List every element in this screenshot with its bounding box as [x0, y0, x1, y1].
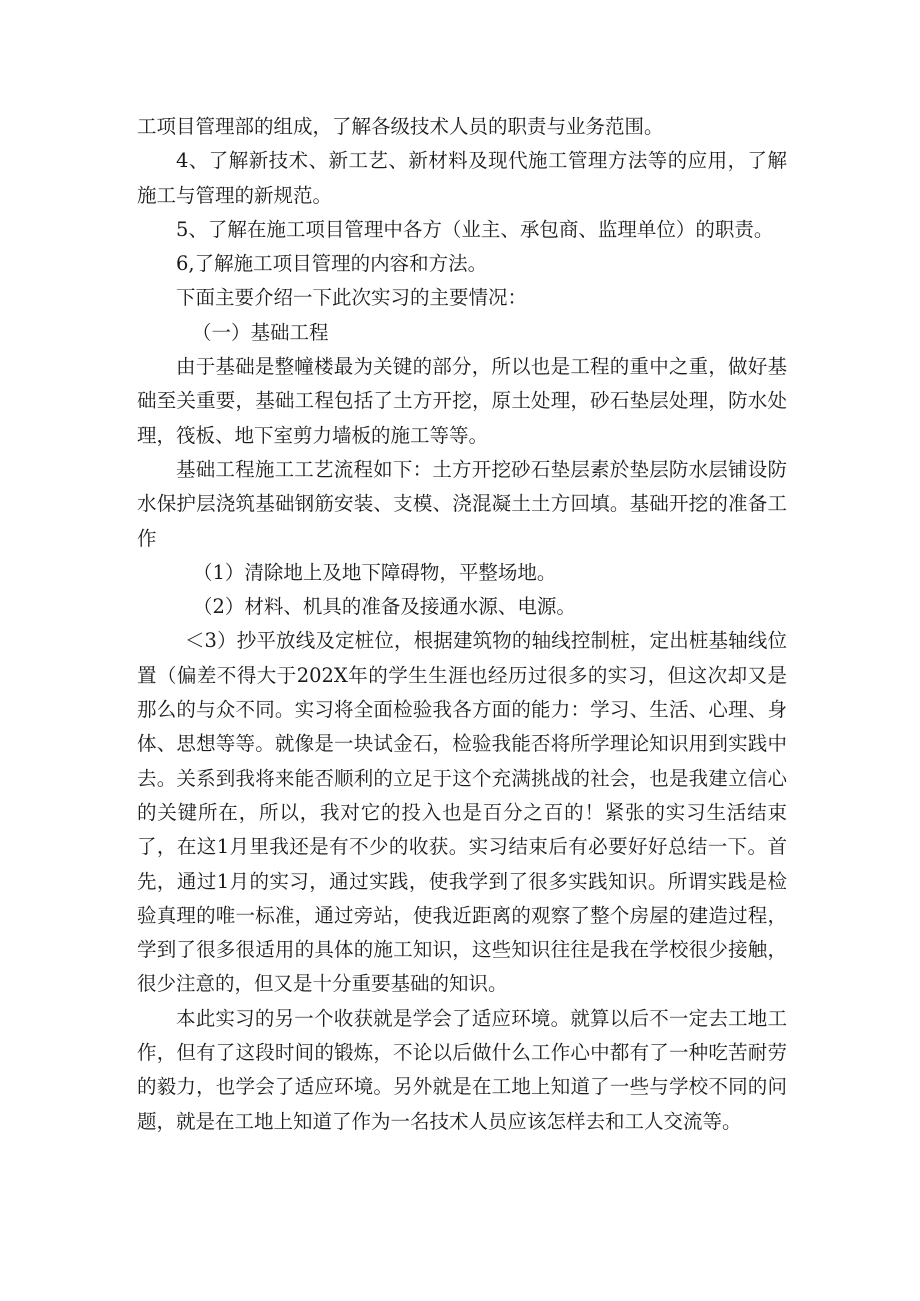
paragraph-harvest: 本此实习的另一个收获就是学会了适应环境。就算以后不一定去工地工作，但有了这段时间的锻炼，不论以后做什么工作心中都有了一种吃苦耐劳的毅力，也学会了适应环境。另外就是在工地上知道了一些与学校不同的问题，就是在工地上知道了作为一名技术人员应该怎样去和工人交流等。: [137, 1006, 787, 1133]
list-item-3: ＜3）抄平放线及定桩位，根据建筑物的轴线控制桩，定出桩基轴线位置（偏差不得大于202X年的学生生涯也经历过很多的实习，但这次却又是那么的与众不同。实习将全面检验我各方面的能力：学习、生活、心理、身体、思想等等。就像是一块试金石，检验我能否将所学理论知识用到实践中去。关系到我将来能否顺利的立足于这个充满挑战的社会，也是我建立信心的关键所在，所以，我对它的投入也是百分之百的！紧张的实习生活结束了，在这1月里我还是有不少的收获。实习结束后有必要好好总结一下。首先，通过1月的实习，通过实践，使我学到了很多实践知识。所谓实践是检验真理的唯一标准，通过旁站，使我近距离的观察了整个房屋的建造过程，学到了很多很适用的具体的施工知识，这些知识往往是我在学校很少接触，很少注意的，但又是十分重要基础的知识。: [137, 629, 787, 996]
document-page: [137, 110, 787, 1139]
paragraph-item-4: 4、了解新技术、新工艺、新材料及现代施工管理方法等的应用，了解施工与管理的新规范。: [137, 149, 787, 207]
paragraph-foundation-importance: 由于基础是整幢楼最为关键的部分，所以也是工程的重中之重，做好基础至关重要，基础工程包括了土方开挖，原土处理，砂石垫层处理，防水处理，筏板、地下室剪力墙板的施工等等。: [137, 355, 787, 447]
list-item-1: （1）清除地上及地下障碍物，平整场地。: [193, 560, 557, 584]
list-item-2: （2）材料、机具的准备及接通水源、电源。: [193, 595, 576, 619]
paragraph-item-6: 6,了解施工项目管理的内容和方法。: [176, 252, 488, 276]
section-heading-foundation: （一）基础工程: [192, 320, 329, 344]
paragraph-item-5: 5、了解在施工项目管理中各方（业主、承包商、监理单位）的职责。: [176, 217, 774, 241]
paragraph-continuation: 工项目管理部的组成，了解各级技术人员的职责与业务范围。: [137, 115, 664, 138]
paragraph-foundation-process: 基础工程施工工艺流程如下：土方开挖砂石垫层素於垫层防水层铺设防水保护层浇筑基础钢筋安装、支模、浇混凝土土方回填。基础开挖的准备工作: [137, 457, 787, 550]
paragraph-intro: 下面主要介绍一下此次实习的主要情况：: [176, 286, 528, 310]
